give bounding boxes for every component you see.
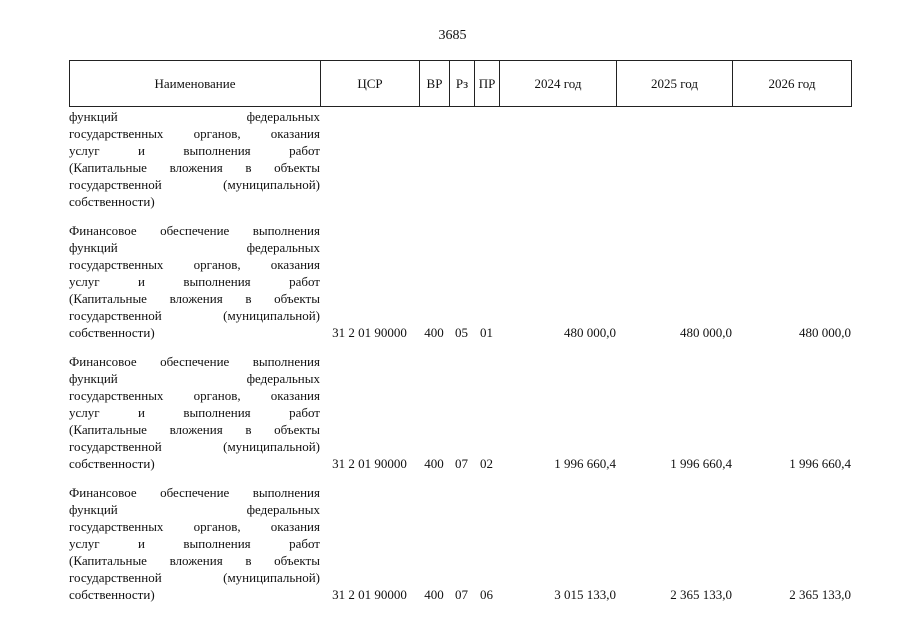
cell-name [69,108,320,210]
header-2025: 2025 год [617,61,733,107]
name-line: услуг и выполнения работ [69,143,320,158]
cell-csr: 31 2 01 90000 [332,456,407,471]
cell-pr: 01 [480,325,493,340]
name-line: функций федеральных [69,502,320,517]
header-rz: Рз [450,61,475,107]
header-2024: 2024 год [500,61,617,107]
page-number: 3685 [438,28,467,43]
cell-csr: 31 2 01 90000 [332,325,407,340]
cell-name [69,484,320,603]
name-line: Финансовое обеспечение выполнения [69,223,320,238]
cell-empty [499,108,616,210]
cell-2026: 2 365 133,0 [789,587,851,602]
name-line: собственности) [69,587,155,602]
cell-2024: 480 000,0 [564,325,616,340]
name-line: собственности) [69,456,155,471]
cell-2025: 1 996 660,4 [670,456,732,471]
table-row [69,484,851,603]
name-line: функций федеральных [69,371,320,386]
name-line: собственности) [69,325,155,340]
table-header [69,60,852,107]
cell-2024: 3 015 133,0 [554,587,616,602]
cell-empty [419,108,449,210]
cell-name [69,353,320,472]
table-body [69,108,851,603]
name-line: государственных органов, оказания [69,126,320,141]
cell-empty [616,108,732,210]
cell-pr: 02 [480,456,493,471]
name-line: государственных органов, оказания [69,257,320,272]
header-vr: ВР [420,61,450,107]
name-line: услуг и выполнения работ [69,405,320,420]
cell-rz: 07 [455,587,468,602]
name-line: собственности) [69,194,155,209]
cell-2026: 1 996 660,4 [789,456,851,471]
cell-empty [449,108,474,210]
cell-name [69,222,320,341]
cell-vr: 400 [424,587,444,602]
row-spacer [69,472,851,484]
table-row [69,222,851,341]
cell-2025: 2 365 133,0 [670,587,732,602]
header-csr: ЦСР [321,61,420,107]
header-pr: ПР [475,61,500,107]
cell-2024: 1 996 660,4 [554,456,616,471]
name-line: Финансовое обеспечение выполнения [69,485,320,500]
header-2026: 2026 год [733,61,852,107]
cell-rz: 05 [455,325,468,340]
cell-2026: 480 000,0 [799,325,851,340]
cell-2025: 480 000,0 [680,325,732,340]
row-spacer [69,210,851,222]
cell-vr: 400 [424,325,444,340]
name-line: государственной (муниципальной) [69,177,320,192]
name-line: государственных органов, оказания [69,519,320,534]
row-spacer [69,341,851,353]
name-line: услуг и выполнения работ [69,536,320,551]
name-line: государственной (муниципальной) [69,439,320,454]
cell-rz: 07 [455,456,468,471]
table-row [69,108,851,210]
name-line: (Капитальные вложения в объекты [69,160,320,175]
name-line: функций федеральных [69,240,320,255]
name-line: услуг и выполнения работ [69,274,320,289]
header-name: Наименование [70,61,321,107]
cell-empty [320,108,419,210]
cell-vr: 400 [424,456,444,471]
name-line: Финансовое обеспечение выполнения [69,354,320,369]
name-line: (Капитальные вложения в объекты [69,553,320,568]
name-line: государственной (муниципальной) [69,570,320,585]
table-row [69,353,851,472]
cell-csr: 31 2 01 90000 [332,587,407,602]
name-line: государственной (муниципальной) [69,308,320,323]
name-line: государственных органов, оказания [69,388,320,403]
name-line: (Капитальные вложения в объекты [69,422,320,437]
cell-pr: 06 [480,587,493,602]
cell-empty [732,108,851,210]
name-line: (Капитальные вложения в объекты [69,291,320,306]
name-line: функций федеральных [69,109,320,124]
cell-empty [474,108,499,210]
